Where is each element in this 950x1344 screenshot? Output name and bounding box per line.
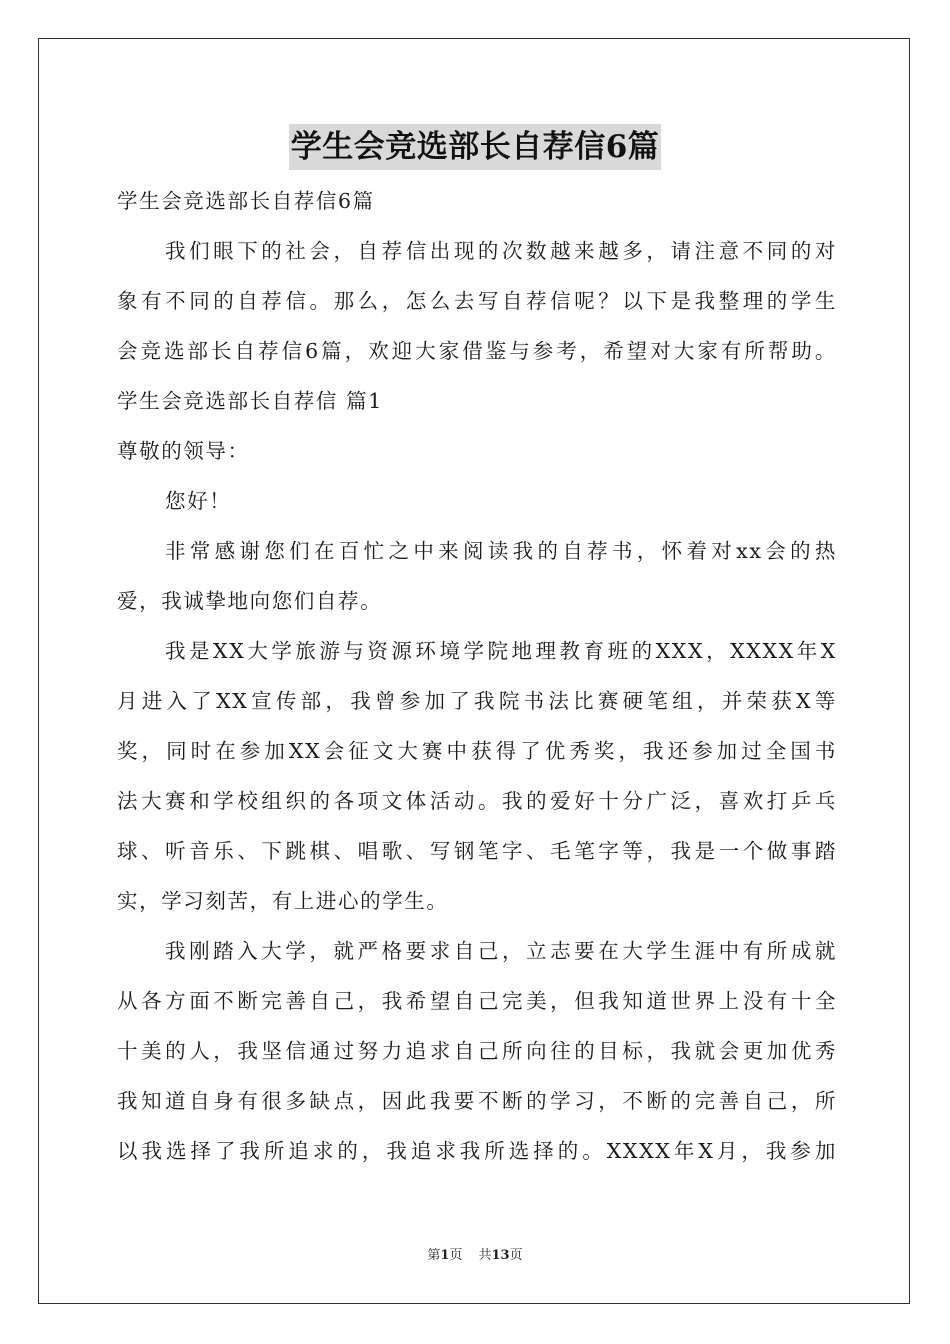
- total-prefix: 共: [478, 1248, 492, 1263]
- paragraph-line: 我是XX大学旅游与资源环境学院地理教育班的XXX，XXXX年X: [165, 639, 837, 663]
- document-title: 学生会竞选部长自荐信6篇: [289, 124, 662, 170]
- paragraph-line: 非常感谢您们在百忙之中来阅读我的自荐书，怀着对xx会的热: [165, 539, 837, 563]
- salutation: 尊敬的领导：: [117, 439, 250, 463]
- paragraph-line: 我们眼下的社会，自荐信出现的次数越来越多，请注意不同的对: [165, 239, 837, 263]
- title-container: [0, 124, 950, 170]
- paragraph-line: 我刚踏入大学，就严格要求自己，立志要在大学生涯中有所成就: [165, 939, 837, 963]
- document-body: [117, 176, 837, 1176]
- page-prefix: 第: [427, 1248, 441, 1263]
- paragraph-line: 十美的人，我坚信通过努力追求自己所向往的目标，我就会更加优秀: [117, 1039, 837, 1063]
- page-suffix: 页: [449, 1248, 463, 1263]
- paragraph-line: 月进入了XX宣传部，我曾参加了我院书法比赛硬笔组，并荣获X等: [117, 689, 837, 713]
- total-suffix: 页: [509, 1248, 523, 1263]
- paragraph-line: 从各方面不断完善自己，我希望自己完美，但我知道世界上没有十全: [117, 989, 837, 1013]
- paragraph-line: 爱，我诚挚地向您们自荐。: [117, 589, 383, 613]
- paragraph-line: 奖，同时在参加XX会征文大赛中获得了优秀奖，我还参加过全国书: [117, 739, 837, 763]
- paragraph-line: 以我选择了我所追求的，我追求我所选择的。XXXX年X月，我参加: [117, 1139, 837, 1163]
- page-current: 1: [440, 1248, 450, 1263]
- paragraph-line: 实，学习刻苦，有上进心的学生。: [117, 889, 449, 913]
- paragraph-line: 法大赛和学校组织的各项文体活动。我的爱好十分广泛，喜欢打乒乓: [117, 789, 837, 813]
- paragraph-line: 会竞选部长自荐信6篇，欢迎大家借鉴与参考，希望对大家有所帮助。: [117, 339, 837, 363]
- paragraph-line: 象有不同的自荐信。那么，怎么去写自荐信呢？以下是我整理的学生: [117, 289, 837, 313]
- page-footer: [0, 1246, 950, 1266]
- paragraph-line: 我知道自身有很多缺点，因此我要不断的学习，不断的完善自己，所: [117, 1089, 837, 1113]
- page-total: 13: [491, 1248, 510, 1263]
- section-heading: 学生会竞选部长自荐信 篇1: [117, 389, 383, 413]
- paragraph-line: 球、听音乐、下跳棋、唱歌、写钢笔字、毛笔字等，我是一个做事踏: [117, 839, 837, 863]
- greeting: 您好！: [165, 489, 232, 513]
- subtitle-line: 学生会竞选部长自荐信6篇: [117, 189, 375, 213]
